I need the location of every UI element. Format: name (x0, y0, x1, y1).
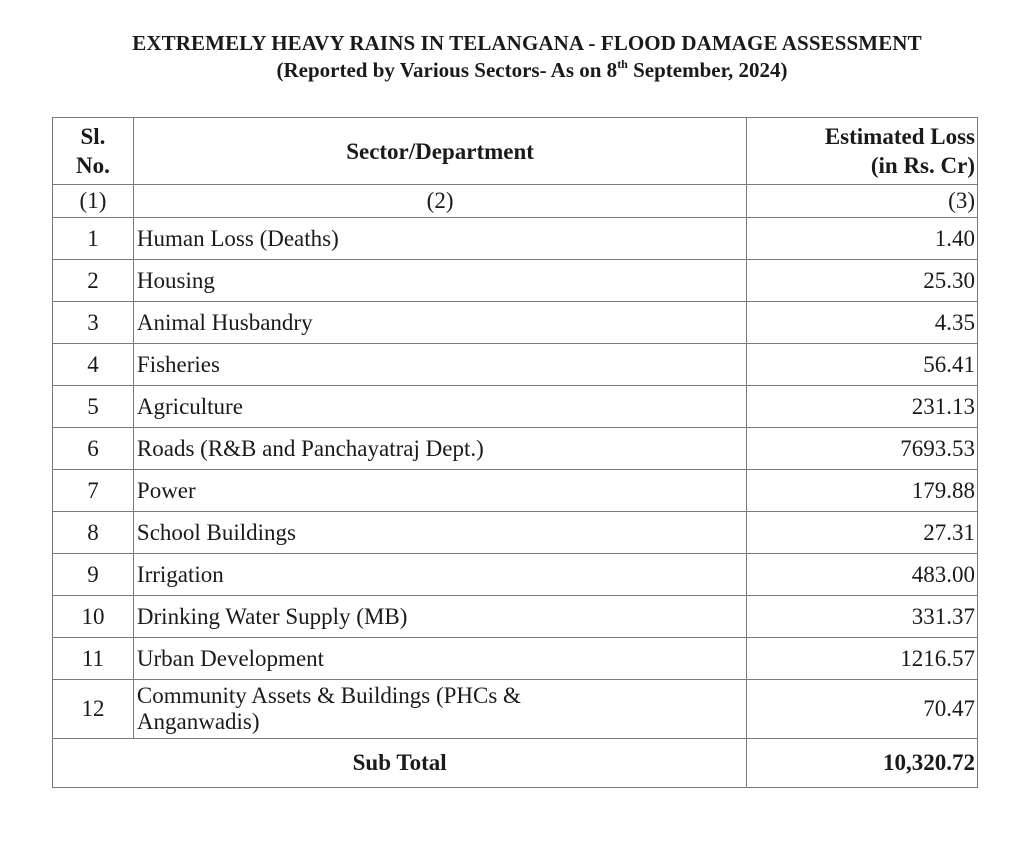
row-sl-no: 9 (53, 554, 134, 596)
header-sl-line1: Sl. (80, 124, 106, 149)
row-sl-no: 6 (53, 428, 134, 470)
row-sector: Human Loss (Deaths) (133, 218, 746, 260)
row-sl-no: 2 (53, 260, 134, 302)
table-row (53, 512, 978, 554)
subtitle-suffix: September, 2024) (627, 58, 788, 82)
row-loss: 1.40 (747, 218, 978, 260)
row-loss: 7693.53 (747, 428, 978, 470)
header-sl-line2: No. (76, 153, 110, 178)
row-sector: Drinking Water Supply (MB) (133, 596, 746, 638)
header-loss-line1: Estimated Loss (824, 124, 975, 149)
subtitle-ordinal: th (617, 57, 628, 71)
table-row (53, 302, 978, 344)
header-estimated-loss (747, 118, 978, 185)
flood-damage-table (52, 117, 978, 788)
document-subtitle (40, 56, 1024, 84)
row-sector: Fisheries (133, 344, 746, 386)
subtotal-label: Sub Total (53, 739, 747, 788)
table-row (53, 638, 978, 680)
table-row (53, 470, 978, 512)
row-sector: Community Assets & Buildings (PHCs & Anganwadis) (133, 680, 746, 739)
row-loss: 179.88 (747, 470, 978, 512)
table-row (53, 596, 978, 638)
row-loss: 483.00 (747, 554, 978, 596)
subtotal-row (53, 739, 978, 788)
table-row (53, 680, 978, 739)
row-sl-no: 7 (53, 470, 134, 512)
subtotal-value: 10,320.72 (747, 739, 978, 788)
column-index-row (53, 185, 978, 218)
row-sl-no: 11 (53, 638, 134, 680)
row-loss: 56.41 (747, 344, 978, 386)
row-sector: Irrigation (133, 554, 746, 596)
column-index-3: (3) (747, 185, 978, 218)
document-title: EXTREMELY HEAVY RAINS IN TELANGANA - FLOOD DAMAGE ASSESSMENT (132, 31, 922, 55)
header-loss-line2: (in Rs. Cr) (870, 153, 975, 178)
row-loss: 27.31 (747, 512, 978, 554)
row-sl-no: 3 (53, 302, 134, 344)
row-sl-no: 5 (53, 386, 134, 428)
table-row (53, 428, 978, 470)
row-loss: 231.13 (747, 386, 978, 428)
row-sl-no: 10 (53, 596, 134, 638)
row-sl-no: 12 (53, 680, 134, 739)
row-sl-no: 8 (53, 512, 134, 554)
row-loss: 25.30 (747, 260, 978, 302)
row-sector: Roads (R&B and Panchayatraj Dept.) (133, 428, 746, 470)
row-sector: Animal Husbandry (133, 302, 746, 344)
subtitle-prefix: (Reported by Various Sectors- As on 8 (276, 58, 618, 82)
table-row (53, 344, 978, 386)
row-sector: Power (133, 470, 746, 512)
row-sector: Housing (133, 260, 746, 302)
header-sector: Sector/Department (133, 118, 746, 185)
header-row (53, 118, 978, 185)
row-loss: 1216.57 (747, 638, 978, 680)
table-row (53, 386, 978, 428)
table-row (53, 554, 978, 596)
row-sector: Agriculture (133, 386, 746, 428)
row-sl-no: 4 (53, 344, 134, 386)
row-sl-no: 1 (53, 218, 134, 260)
row-loss: 4.35 (747, 302, 978, 344)
column-index-1: (1) (53, 185, 134, 218)
document-header (0, 30, 1024, 84)
table-row (53, 260, 978, 302)
table-row (53, 218, 978, 260)
row-sector: Urban Development (133, 638, 746, 680)
row-loss: 70.47 (747, 680, 978, 739)
header-sl-no (53, 118, 134, 185)
row-loss: 331.37 (747, 596, 978, 638)
column-index-2: (2) (133, 185, 746, 218)
row-sector: School Buildings (133, 512, 746, 554)
